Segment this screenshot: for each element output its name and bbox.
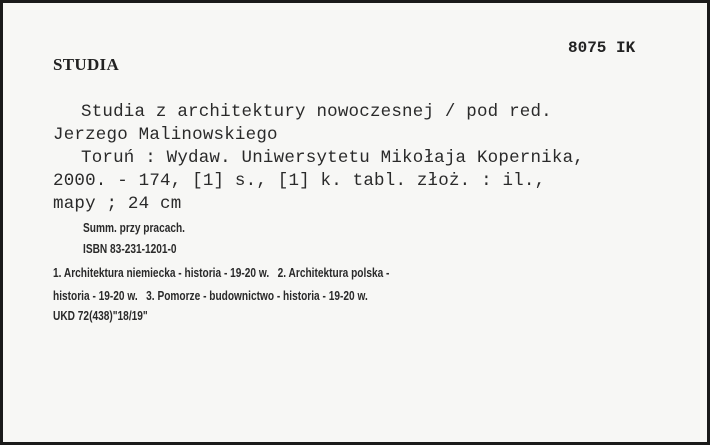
title-line-2: Jerzego Malinowskiego — [53, 125, 278, 145]
call-number: 8075 IK — [568, 39, 636, 57]
imprint-line-3: mapy ; 24 cm — [53, 194, 182, 214]
note-isbn: ISBN 83-231-1201-0 — [83, 241, 177, 256]
card-heading: STUDIA — [53, 55, 120, 74]
subject-line-2: historia - 19-20 w. 3. Pomorze - budownictwo - historia - 19-20 w. — [53, 288, 368, 303]
imprint-line-1: Toruń : Wydaw. Uniwersytetu Mikołaja Kopernika, — [81, 148, 584, 168]
udc-classification: UKD 72(438)"18/19" — [53, 308, 148, 323]
subject-line-1: 1. Architektura niemiecka - historia - 19-20 w. 2. Architektura polska - — [53, 265, 390, 280]
imprint-line-2: 2000. - 174, [1] s., [1] k. tabl. złoż. : il., — [53, 171, 546, 191]
title-line-1: Studia z architektury nowoczesnej / pod red. — [81, 102, 552, 122]
note-summary: Summ. przy pracach. — [83, 220, 186, 235]
